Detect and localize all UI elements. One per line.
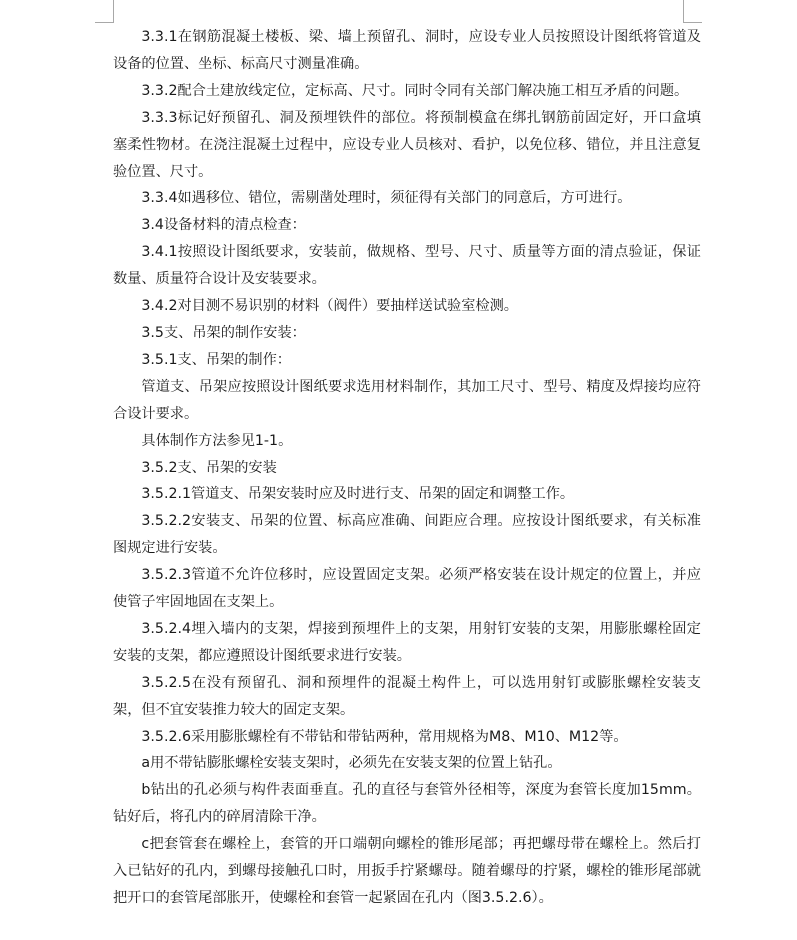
heading-3-4: 3.4设备材料的清点检查：	[141, 217, 306, 234]
document-page	[113, 24, 701, 912]
paragraph-3-3-2: 3.3.2配合土建放线定位，定标高、尺寸。同时令同有关部门解决施工相互矛盾的问题。	[141, 82, 689, 99]
page-margin-corner-left	[95, 0, 114, 23]
paragraph-3-5-2-1: 3.5.2.1管道支、吊架安装时应及时进行支、吊架的固定和调整工作。	[141, 486, 575, 503]
paragraph-bracket-material: 管道支、吊架应按照设计图纸要求选用材料制作，其加工尺寸、型号、精度及焊接均应符合设计要求。	[113, 378, 701, 422]
paragraph-3-5-2-3: 3.5.2.3管道不允许位移时，应设置固定支架。必须严格安装在设计规定的位置上，并应使管子牢固地固在支架上。	[113, 567, 701, 611]
paragraph-3-3-4: 3.3.4如遇移位、错位，需剔凿处理时，须征得有关部门的同意后，方可进行。	[141, 190, 632, 207]
paragraph-3-4-2: 3.4.2对目测不易识别的材料（阀件）要抽样送试验室检测。	[141, 298, 518, 315]
heading-3-5-2: 3.5.2支、吊架的安装	[141, 459, 277, 476]
paragraph-3-4-1: 3.4.1按照设计图纸要求，安装前，做规格、型号、尺寸、质量等方面的清点验证，保证数量、质量符合设计及安装要求。	[113, 244, 701, 288]
paragraph-3-5-2-5: 3.5.2.5在没有预留孔、洞和预埋件的混凝土构件上，可以选用射钉或膨胀螺栓安装支架，但不宜安装推力较大的固定支架。	[113, 674, 701, 718]
paragraph-item-c: c把套管套在螺栓上，套管的开口端朝向螺栓的锥形尾部；再把螺母带在螺栓上。然后打入已钻好的孔内，到螺母接触孔口时，用扳手拧紧螺母。随着螺母的拧紧，螺栓的锥形尾部就把开口的套管尾部胀开，使螺栓和套管一起紧固在孔内（图3.5.2.6）。	[113, 836, 701, 906]
paragraph-3-5-2-6: 3.5.2.6采用膨胀螺栓有不带钻和带钻两种，常用规格为M8、M10、M12等。	[141, 728, 628, 745]
paragraph-method-reference: 具体制作方法参见1-1。	[141, 432, 293, 449]
paragraph-3-5-2-2: 3.5.2.2安装支、吊架的位置、标高应准确、间距应合理。应按设计图纸要求，有关标准图规定进行安装。	[113, 513, 701, 557]
page-margin-corner-right	[683, 0, 702, 23]
paragraph-3-3-1: 3.3.1在钢筋混凝土楼板、梁、墙上预留孔、洞时，应设专业人员按照设计图纸将管道及设备的位置、坐标、标高尺寸测量准确。	[113, 29, 701, 72]
heading-3-5: 3.5支、吊架的制作安装：	[141, 324, 306, 341]
paragraph-item-a: a用不带钻膨胀螺栓安装支架时，必须先在安装支架的位置上钻孔。	[141, 755, 562, 772]
paragraph-3-5-2-4: 3.5.2.4埋入墙内的支架，焊接到预埋件上的支架，用射钉安装的支架，用膨胀螺栓固定安装的支架，都应遵照设计图纸要求进行安装。	[113, 620, 701, 664]
heading-3-5-1: 3.5.1支、吊架的制作：	[141, 351, 291, 368]
paragraph-item-b: b钻出的孔必须与构件表面垂直。孔的直径与套管外径相等，深度为套管长度加15mm。钻好后，将孔内的碎屑清除干净。	[113, 782, 701, 826]
paragraph-3-3-3: 3.3.3标记好预留孔、洞及预埋铁件的部位。将预制模盒在绑扎钢筋前固定好，开口盒填塞柔性物材。在浇注混凝土过程中，应设专业人员核对、看护，以免位移、错位，并且注意复验位置、尺寸。	[113, 109, 701, 180]
